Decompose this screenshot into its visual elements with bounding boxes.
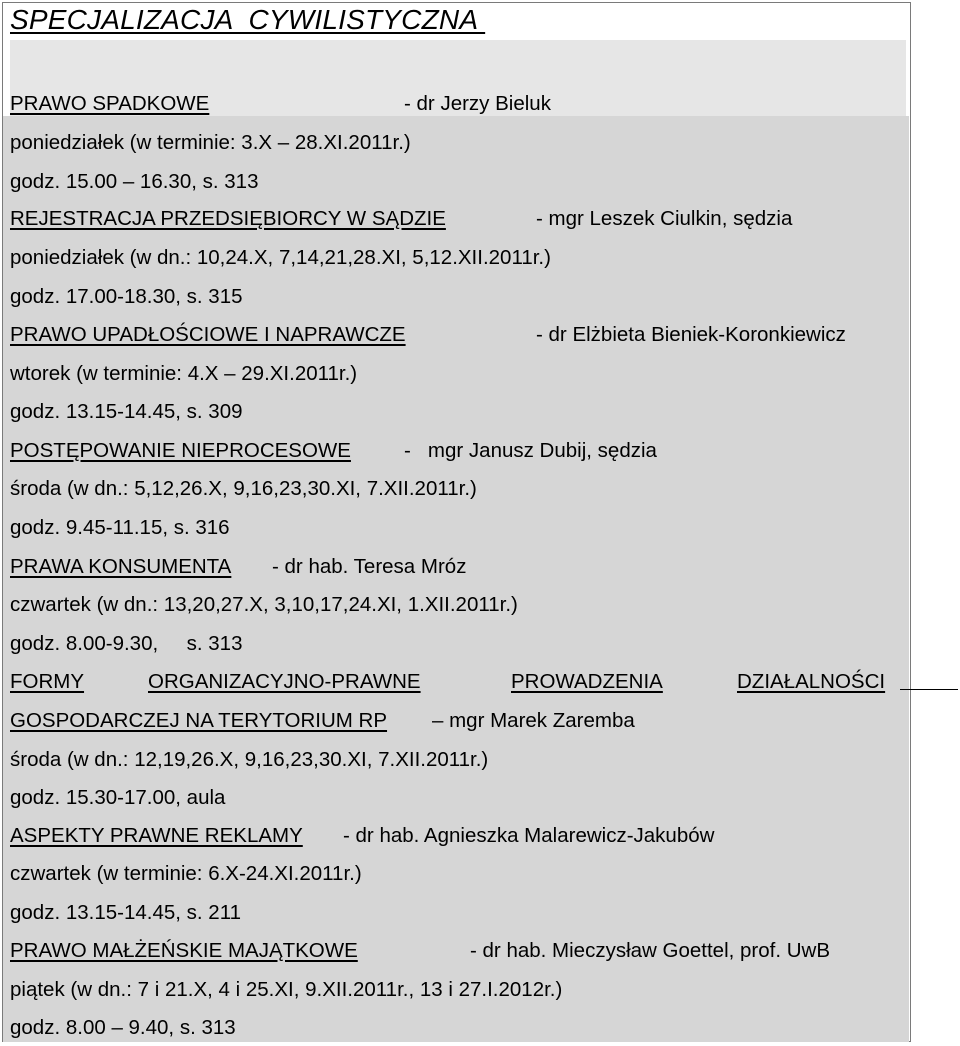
course-schedule: czwartek (w dn.: 13,20,27.X, 3,10,17,24.XI, 1.XII.2011r.) bbox=[10, 593, 518, 616]
course-name-continued: GOSPODARCZEJ NA TERYTORIUM RP bbox=[10, 709, 388, 732]
course-lecturer: - dr hab. Teresa Mróz bbox=[272, 555, 467, 578]
course-lecturer: - dr Jerzy Bieluk bbox=[404, 92, 551, 115]
course-lecturer: - dr Elżbieta Bieniek-Koronkiewicz bbox=[536, 323, 846, 346]
course-lecturer: - dr hab. Agnieszka Malarewicz-Jakubów bbox=[343, 824, 715, 847]
course-name: REJESTRACJA PRZEDSIĘBIORCY W SĄDZIE bbox=[10, 207, 446, 230]
course-name: PRAWO SPADKOWE bbox=[10, 92, 210, 115]
course-schedule: poniedziałek (w dn.: 10,24.X, 7,14,21,28.XI, 5,12.XII.2011r.) bbox=[10, 246, 551, 269]
course-time: godz. 15.30-17.00, aula bbox=[10, 786, 226, 809]
course-schedule: środa (w dn.: 12,19,26.X, 9,16,23,30.XI, 7.XII.2011r.) bbox=[10, 748, 489, 771]
course-time: godz. 9.45-11.15, s. 316 bbox=[10, 516, 230, 539]
course-name-word: FORMY bbox=[10, 670, 85, 693]
course-lecturer: - mgr Leszek Ciulkin, sędzia bbox=[536, 207, 793, 230]
course-lecturer: - mgr Janusz Dubij, sędzia bbox=[404, 439, 657, 462]
course-name: ASPEKTY PRAWNE REKLAMY bbox=[10, 824, 303, 847]
course-name-word: ORGANIZACYJNO-PRAWNE bbox=[148, 670, 421, 693]
course-name: PRAWO UPADŁOŚCIOWE I NAPRAWCZE bbox=[10, 323, 406, 346]
course-time: godz. 17.00-18.30, s. 315 bbox=[10, 285, 243, 308]
course-time: godz. 8.00 – 9.40, s. 313 bbox=[10, 1016, 236, 1039]
course-schedule: piątek (w dn.: 7 i 21.X, 4 i 25.XI, 9.XII.2011r., 13 i 27.I.2012r.) bbox=[10, 978, 563, 1001]
course-name: POSTĘPOWANIE NIEPROCESOWE bbox=[10, 439, 351, 462]
course-name: PRAWA KONSUMENTA bbox=[10, 555, 232, 578]
course-name-word: DZIAŁALNOŚCI bbox=[737, 670, 886, 693]
page-title: SPECJALIZACJA CYWILISTYCZNA bbox=[10, 4, 486, 35]
course-schedule: wtorek (w terminie: 4.X – 29.XI.2011r.) bbox=[10, 362, 358, 385]
course-time: godz. 13.15-14.45, s. 211 bbox=[10, 901, 241, 924]
course-name: PRAWO MAŁŻEŃSKIE MAJĄTKOWE bbox=[10, 939, 358, 962]
course-lecturer: – mgr Marek Zaremba bbox=[432, 709, 635, 732]
course-schedule: środa (w dn.: 5,12,26.X, 9,16,23,30.XI, 7.XII.2011r.) bbox=[10, 477, 477, 500]
course-name-word: PROWADZENIA bbox=[511, 670, 663, 693]
course-lecturer: - dr hab. Mieczysław Goettel, prof. UwB bbox=[470, 939, 831, 962]
course-schedule: czwartek (w terminie: 6.X-24.XI.2011r.) bbox=[10, 862, 362, 885]
course-schedule: poniedziałek (w terminie: 3.X – 28.XI.2011r.) bbox=[10, 131, 411, 154]
course-time: godz. 15.00 – 16.30, s. 313 bbox=[10, 170, 259, 193]
underline-extension bbox=[900, 689, 958, 690]
course-time: godz. 13.15-14.45, s. 309 bbox=[10, 400, 243, 423]
course-time: godz. 8.00-9.30, s. 313 bbox=[10, 632, 243, 655]
